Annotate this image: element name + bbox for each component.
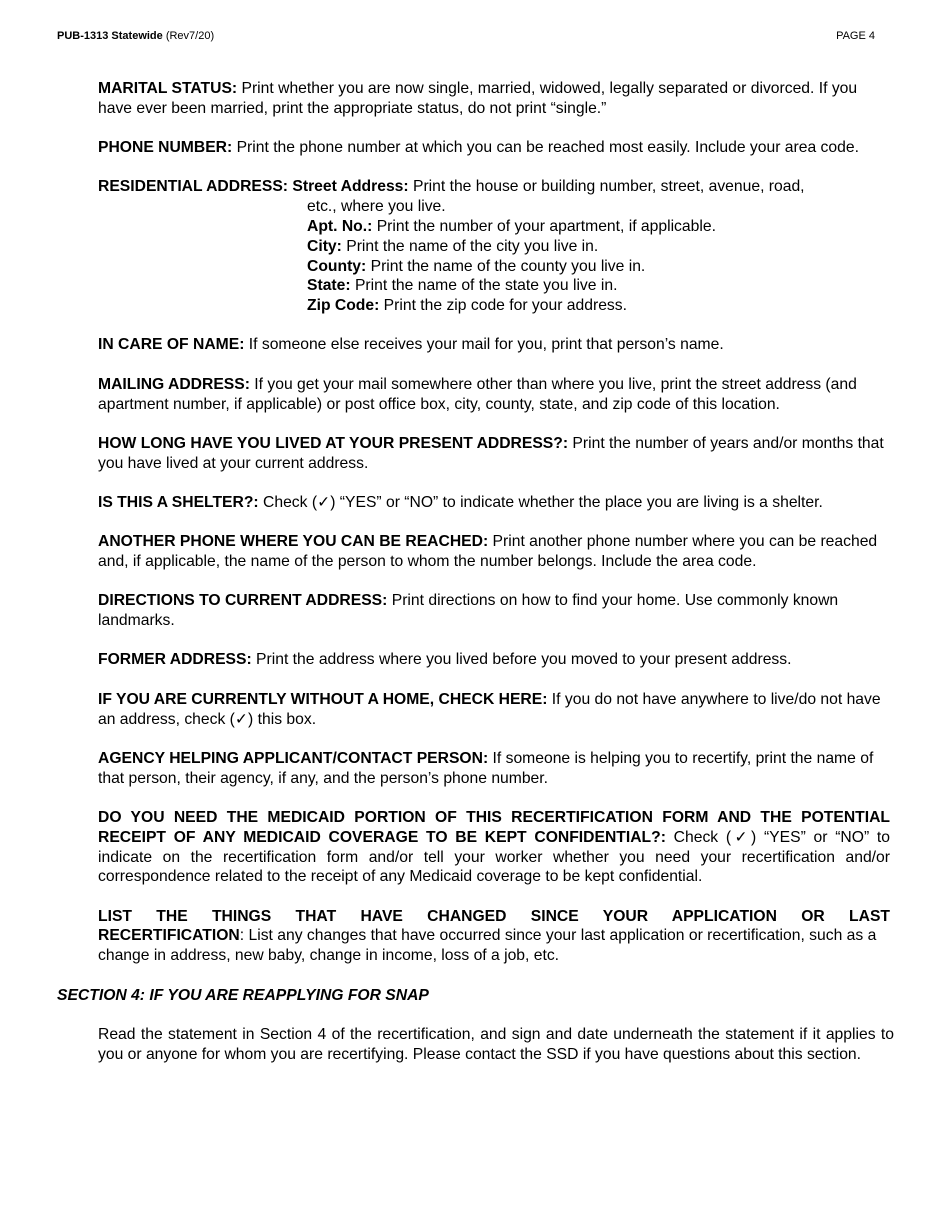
things-changed-label-line1: LIST THE THINGS THAT HAVE CHANGED SINCE YOUR APPLICATION OR LAST (98, 907, 890, 925)
apt-no-label: Apt. No.: (307, 217, 373, 235)
directions-label: DIRECTIONS TO CURRENT ADDRESS: (98, 592, 388, 610)
former-address-text: Print the address where you lived before you moved to your present address. (251, 651, 792, 669)
how-long-instruction (98, 434, 890, 474)
shelter-instruction (98, 493, 890, 513)
things-changed-instruction (98, 907, 890, 966)
form-revision: (Rev7/20) (165, 30, 215, 42)
how-long-label: HOW LONG HAVE YOU LIVED AT YOUR PRESENT ADDRESS?: (98, 434, 569, 452)
address-sub-items (98, 197, 890, 316)
apt-no-text: Print the number of your apartment, if applicable. (372, 217, 716, 235)
city-line (307, 237, 890, 257)
things-changed-label-line2: RECERTIFICATION (98, 927, 240, 945)
state-line (307, 276, 890, 296)
in-care-of-instruction (98, 335, 890, 355)
zip-code-line (307, 296, 890, 316)
apt-no-line (307, 217, 890, 237)
residential-address-instruction (98, 177, 890, 316)
phone-number-label: PHONE NUMBER: (98, 139, 233, 157)
medicaid-confidential-instruction (98, 808, 890, 887)
agency-helping-text: If someone is helping you to recertify, print the name of that person, their agency, if any, and the person’s phone number. (98, 749, 874, 787)
shelter-text: Check (✓) “YES” or “NO” to indicate whether the place you are living is a shelter. (258, 493, 823, 511)
city-text: Print the name of the city you live in. (341, 237, 599, 255)
in-care-of-label: IN CARE OF NAME: (98, 336, 245, 354)
directions-text: Print directions on how to find your home. Use commonly known landmarks. (98, 592, 839, 630)
another-phone-instruction (98, 532, 890, 572)
state-label: State: (307, 277, 351, 295)
section-4-heading: SECTION 4: IF YOU ARE REAPPLYING FOR SNAP (57, 986, 429, 1004)
things-changed-label-line (98, 907, 890, 927)
county-text: Print the name of the county you live in. (366, 257, 646, 275)
how-long-text: Print the number of years and/or months that you have lived at your current address. (98, 434, 884, 472)
in-care-of-text: If someone else receives your mail for you, print that person’s name. (244, 336, 724, 354)
another-phone-text: Print another phone number where you can be reached and, if applicable, the name of the person to whom the number belongs. Include the area code. (98, 533, 878, 571)
former-address-instruction (98, 650, 890, 670)
without-home-label: IF YOU ARE CURRENTLY WITHOUT A HOME, CHECK HERE: (98, 690, 548, 708)
medicaid-confidential-label: DO YOU NEED THE MEDICAID PORTION OF THIS RECERTIFICATION FORM AND THE POTENTIAL RECEIPT OF ANY MEDICAID COVERAGE TO BE KEPT CONFIDENTIAL?: (98, 808, 890, 846)
street-address-label: Street Address: (292, 178, 409, 196)
zip-code-text: Print the zip code for your address. (379, 297, 627, 315)
county-label: County: (307, 257, 367, 275)
city-label: City: (307, 237, 342, 255)
mailing-address-label: MAILING ADDRESS: (98, 375, 250, 393)
marital-status-text: Print whether you are now single, married, widowed, legally separated or divorced. If you have ever been married, print the appropriate status, do not print “single.” (98, 80, 858, 117)
page-header (57, 29, 875, 43)
marital-status-instruction (98, 79, 890, 119)
section-4-instruction: Read the statement in Section 4 of the recertification, and sign and date underneath the statement if it applies to you or anyone for whom you are recertifying. Please contact the SSD if you have questions about this section. (98, 1025, 894, 1063)
shelter-label: IS THIS A SHELTER?: (98, 493, 259, 511)
another-phone-label: ANOTHER PHONE WHERE YOU CAN BE REACHED: (98, 533, 489, 551)
marital-status-label: MARITAL STATUS: (98, 80, 238, 97)
without-home-instruction (98, 690, 890, 730)
things-changed-body (98, 926, 890, 966)
things-changed-text: : List any changes that have occurred since your last application or recertification, such as a change in address, new baby, change in income, loss of a job, etc. (98, 927, 877, 965)
street-address-text: Print the house or building number, street, avenue, road, (408, 178, 805, 196)
agency-helping-instruction (98, 749, 890, 789)
mailing-address-instruction (98, 375, 890, 415)
instructions-body (57, 79, 894, 1084)
agency-helping-label: AGENCY HELPING APPLICANT/CONTACT PERSON: (98, 749, 489, 767)
residential-address-first-line (98, 177, 890, 197)
phone-number-text: Print the phone number at which you can be reached most easily. Include your area code. (232, 139, 859, 157)
without-home-text: If you do not have anywhere to live/do not have an address, check (✓) this box. (98, 690, 881, 728)
page-number: PAGE 4 (836, 30, 875, 42)
mailing-address-text: If you get your mail somewhere other than where you live, print the street address (and apartment number, if applicable) or post office box, city, county, state, and zip code of this location. (98, 375, 857, 413)
residential-address-label: RESIDENTIAL ADDRESS: (98, 178, 289, 196)
directions-instruction (98, 591, 890, 631)
county-line (307, 257, 890, 277)
medicaid-confidential-text: Check (✓) “YES” or “NO” to indicate on the recertification form and/or tell your worker whether you need your recertification and/or correspondence related to the receipt of any Medicaid coverage to be kept confidential. (98, 828, 890, 886)
former-address-label: FORMER ADDRESS: (98, 651, 252, 669)
form-id: PUB-1313 Statewide (57, 30, 163, 42)
state-text: Print the name of the state you live in. (350, 277, 618, 295)
zip-code-label: Zip Code: (307, 297, 380, 315)
phone-number-instruction (98, 138, 890, 158)
street-address-text-continued: etc., where you live. (307, 198, 446, 216)
